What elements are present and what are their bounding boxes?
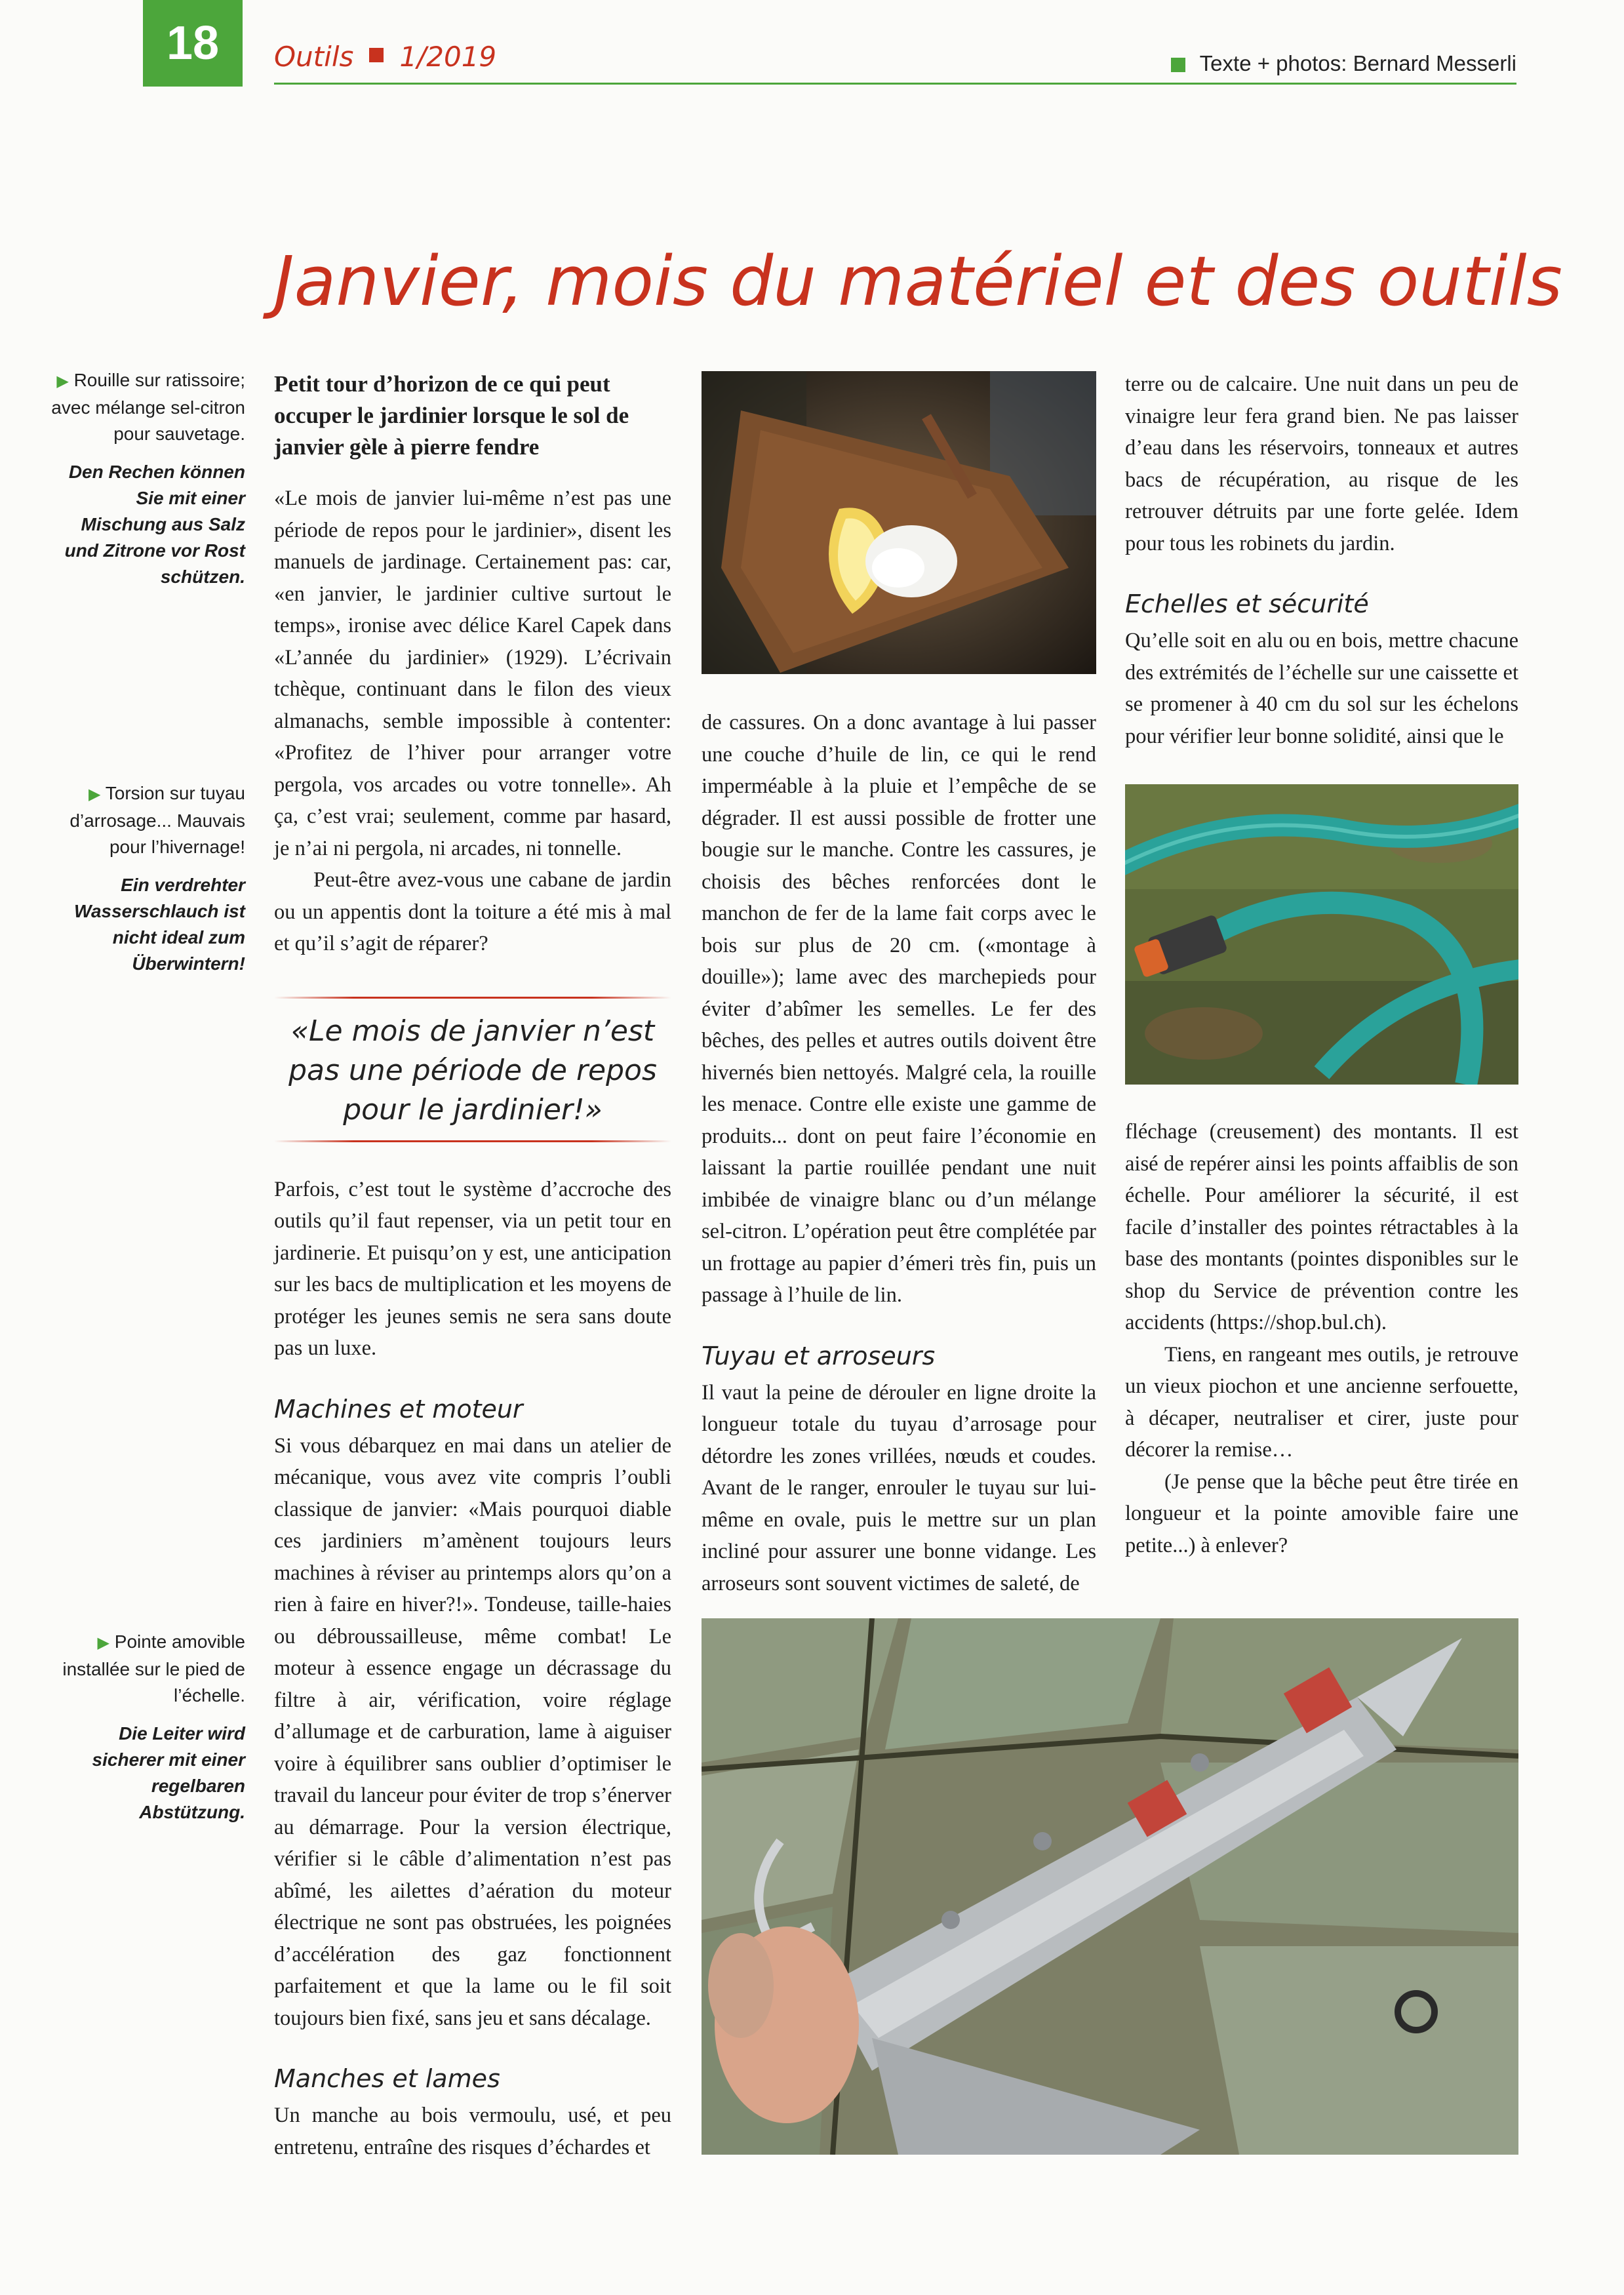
paragraph: Parfois, c’est tout le système d’accroche des outils qu’il faut repenser, via un petit tour en jardinerie. Et puisqu’on y est, une anticipation sur les bacs de multiplication et les moyens de protéger les jeunes semis ne sera sans doute pas un luxe.: [274, 1177, 671, 1360]
paragraph: Si vous débarquez en mai dans un atelier de mécanique, vous avez vite compris l’oubli classique de janvier: «Mais pourquoi diable ces jardiniers m’amènent toujours leurs machines à réviser au printemps alors qu’on a rien à faire en hiver?!». Tondeuse, taille-haies ou débroussailleuse, même combat! Le moteur à essence engage un décrassage du filtre à air, vérification, voire réglage d’allumage et de carburation, lame à aiguiser voire à équilibrer sans oublier d’optimiser le travail du lanceur pour éviter de trop s’énerver au démarrage. Pour la version électrique, vérifier si le câble d’alimentation n’est pas abîmé, les ailettes d’aération du moteur électrique ne sont pas obstruées, les poignées d’accélération des gaz fonctionnent parfaitement et que la lame ou le fil soit toujours bien fixé, sans jeu et sans décalage.: [274, 1433, 671, 2030]
subheading-tuyau: Tuyau et arroseurs: [702, 1341, 936, 1370]
photo-ladder-spike: [702, 1618, 1518, 2155]
caption-fr: Torsion sur tuyau d’arrosage... Mauvais pour l’hivernage!: [69, 783, 245, 857]
caption-rake: [51, 367, 245, 590]
subheading-echelles: Echelles et sécurité: [1125, 589, 1369, 618]
subheading-manches: Manches et lames: [274, 2064, 500, 2093]
section-header: [274, 41, 496, 73]
pull-quote: «Le mois de janvier n’est pas une période de repos pour le jardinier!»: [288, 1014, 657, 1127]
caption-de: Ein verdrehter Wasserschlauch ist nicht ideal zum Überwintern!: [74, 875, 245, 974]
paragraph: Un manche au bois vermoulu, usé, et peu entretenu, entraîne des risques d’échardes et: [274, 2104, 671, 2159]
page-number: 18: [143, 0, 243, 87]
column-3-bottom: [1125, 1116, 1518, 1561]
separator-square: [369, 48, 384, 62]
arrow-icon: ▶: [97, 1634, 109, 1652]
quote-rule-top: [274, 997, 671, 999]
caption-de: Die Leiter wird sicherer mit einer regelbaren Abstützung.: [92, 1723, 245, 1822]
paragraph: (Je pense que la bêche peut être tirée en longueur et la pointe amovible faire une petite...) à enlever?: [1125, 1469, 1518, 1557]
paragraph: Tiens, en rangeant mes outils, je retrouve un vieux piochon et une ancienne serfouette, à décaper, neutraliser et cirer, juste pour décorer la remise…: [1125, 1342, 1518, 1462]
paragraph: fléchage (creusement) des montants. Il est aisé de repérer ainsi les points affaiblis de son échelle. Pour améliorer la sécurité, il est facile d’installer des pointes rétractables à la base des montants (pointes disponibles sur le shop du Service de prévention contre les accidents (https://shop.bul.ch).: [1125, 1120, 1518, 1334]
paragraph: terre ou de calcaire. Une nuit dans un peu de vinaigre leur fera grand bien. Ne pas laisser d’eau dans les réservoirs, tonneaux et autres bacs de récupération, au risque de les retrouver détruits par une forte gelée. Idem pour tous les robinets du jardin.: [1125, 372, 1518, 555]
arrow-icon: ▶: [89, 786, 101, 803]
section-name: Outils: [274, 41, 354, 73]
photo-rusty-rake: [702, 371, 1096, 674]
paragraph: de cassures. On a donc avantage à lui passer une couche d’huile de lin, ce qui le rend imperméable à la pluie et l’empêche de se dégrader. Il est aussi possible de frotter une bougie sur le manche. Contre les cassures, je choisis des bêches renforcées dont le manchon de fer de la lame fait corps avec le bois sur plus de 20 cm. («montage à douille»); lame avec des marchepieds pour éviter d’abîmer les semelles. Le fer des bêches, des pelles et autres outils doivent être hivernés bien nettoyés. Malgré cela, la rouille les menace. Contre elle existe une gamme de produits... dont on peut faire l’économie en laissant la partie rouillée pendant une nuit imbibée de vinaigre blanc ou d’un mélange sel-citron. L’opération peut être complétée par un frottage au papier d’émeri très fin, puis un passage à l’huile de lin.: [702, 711, 1096, 1307]
arrow-icon: ▶: [56, 372, 69, 390]
caption-hose: [51, 780, 245, 977]
article-lead: Petit tour d’horizon de ce qui peut occuper le jardinier lorsque le sol de janvier gèle à pierre fendre: [274, 371, 629, 460]
photo-twisted-hose: [1125, 784, 1518, 1085]
caption-fr: Rouille sur ratissoire; avec mélange sel-citron pour sauvetage.: [51, 370, 245, 444]
column-2: [702, 707, 1096, 1599]
header-rule: [274, 83, 1516, 85]
paragraph: Il vaut la peine de dérouler en ligne droite la longueur totale du tuyau d’arrosage pour détordre les zones vrillées, nœuds et coudes. Avant de le ranger, enrouler le tuyau sur lui-même en ovale, puis le mettre sur un plan incliné pour assurer une bonne vidange. Les arroseurs sont souvent victimes de saleté, de: [702, 1380, 1096, 1595]
article-title: Janvier, mois du matériel et des outils: [274, 241, 1562, 321]
subheading-machines: Machines et moteur: [274, 1394, 523, 1424]
paragraph: Qu’elle soit en alu ou en bois, mettre chacune des extrémités de l’échelle sur une caissette et se promener à 40 cm du sol sur les échelons pour vérifier leur bonne solidité, ainsi que le: [1125, 629, 1518, 748]
credit-text: Texte + photos: Bernard Messerli: [1199, 51, 1516, 75]
caption-de: Den Rechen können Sie mit einer Mischung aus Salz und Zitrone vor Rost schützen.: [64, 462, 245, 587]
column-3-top: [1125, 369, 1518, 752]
paragraph: Peut-être avez-vous une cabane de jardin ou un appentis dont la toiture a été mis à mal et qu’il s’agit de réparer?: [274, 868, 671, 955]
credit-line: [1171, 51, 1516, 76]
caption-fr: Pointe amovible installée sur le pied de l’échelle.: [62, 1631, 245, 1706]
column-1: [274, 369, 671, 2163]
paragraph: «Le mois de janvier lui-même n’est pas une période de repos pour le jardinier», disent les manuels de jardinage. Certainement pas: car, «en janvier, le jardinier cultive surtout le temps», ironise avec délice Karel Capek dans «L’année du jardinier» (1929). L’écrivain tchèque, continuant dans le filon des vieux almanachs, semble impossible à contenter: «Profitez de l’hiver pour arranger votre pergola, vos arcades ou votre tonnelle». Ah ça, c’est vrai; seulement, comme par hasard, je n’ai ni pergola, ni arcades, ni tonnelle.: [274, 487, 671, 860]
issue-number: 1/2019: [399, 41, 497, 73]
credit-square-icon: [1171, 58, 1185, 72]
caption-ladder: [51, 1629, 245, 1826]
